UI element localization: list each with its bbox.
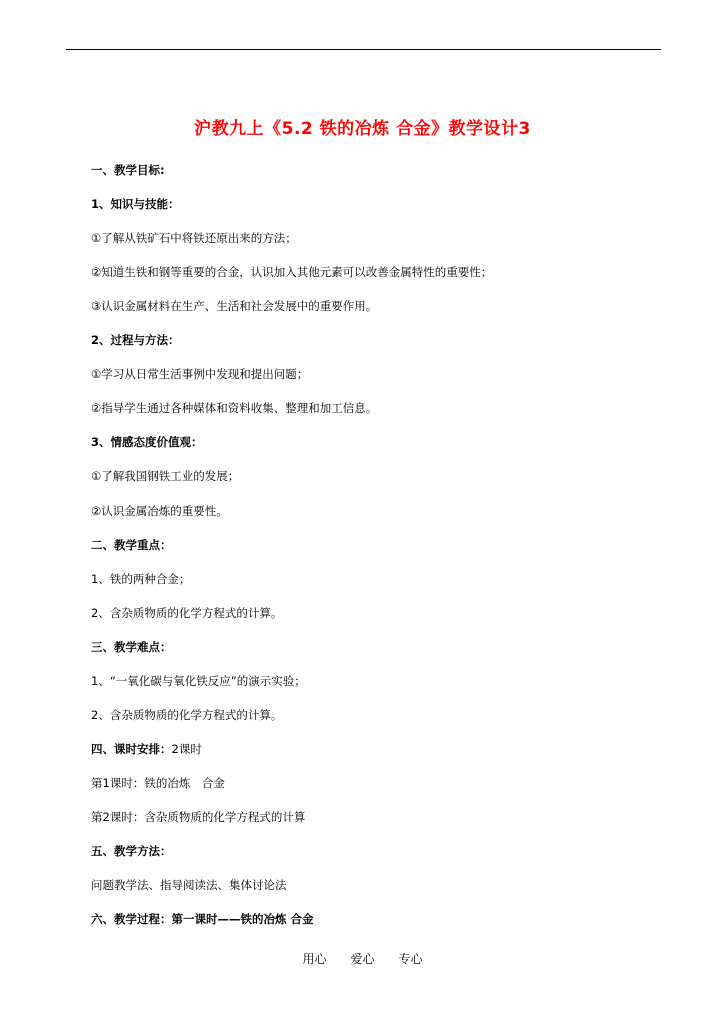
body-line [91,298,377,314]
body-line [91,571,190,587]
line-text: ②知道生铁和钢等重要的合金，认识加入其他元素可以改善金属特性的重要性； [91,265,493,280]
body-line [91,707,282,723]
section-heading [91,537,172,553]
line-text: 四、课时安排： [91,741,172,756]
section-heading [91,434,203,450]
line-text: ③认识金属材料在生产、生活和社会发展中的重要作用。 [91,299,378,314]
line-text: 三、教学难点： [91,639,172,654]
page-footer: 用心 爱心 专心 [302,952,423,966]
line-text: 五、教学方法： [91,844,172,858]
body-line [91,673,306,689]
body-line [91,877,287,893]
line-text: ②认识金属冶炼的重要性。 [91,503,228,518]
line-text: ①学习从日常生活事例中发现和提出问题； [91,367,309,382]
line-text: 二、教学重点： [91,537,172,552]
line-text: ①了解从铁矿石中将铁还原出来的方法； [91,231,297,246]
line-text: 第2课时：含杂质物质的化学方程式的计算 [91,809,306,824]
line-text: 1、“一氧化碳与氧化铁反应”的演示实验； [91,673,306,688]
line-text: 2、含杂质物质的化学方程式的计算。 [91,605,283,620]
section-heading [91,843,172,859]
section-heading [91,911,314,927]
body-line [91,230,297,246]
body-line [91,503,228,519]
section-heading [91,196,180,212]
line-suffix: 2课时 [171,741,202,756]
body-line [91,264,492,280]
line-text: ①了解我国钢铁工业的发展； [91,469,240,484]
line-text: 六、教学过程：第一课时——铁的冶炼 合金 [91,912,314,927]
section-heading [91,162,165,178]
line-text: 第1课时：铁的冶炼 合金 [91,775,225,790]
header-rule [66,49,661,50]
body-line [91,775,225,791]
document-title: 沪教九上《5.2 铁的冶炼 合金》教学设计3 [194,119,531,139]
line-text: 1、铁的两种合金； [91,571,191,586]
line-text: 3、情感态度价值观： [91,435,203,450]
body-line [91,400,377,416]
line-text: 2、过程与方法： [91,333,180,348]
body-line [91,468,239,484]
line-text: 一、教学目标: [91,163,165,177]
section-heading [91,639,172,655]
section-heading [91,332,180,348]
body-line [91,366,308,382]
line-text: 问题教学法、指导阅读法、集体讨论法 [91,878,287,893]
section-heading [91,741,202,757]
line-text: 1、知识与技能： [91,197,180,212]
body-line [91,809,305,825]
line-text: ②指导学生通过各种媒体和资料收集、整理和加工信息。 [91,401,378,416]
body-line [91,605,282,621]
line-text: 2、含杂质物质的化学方程式的计算。 [91,707,283,722]
